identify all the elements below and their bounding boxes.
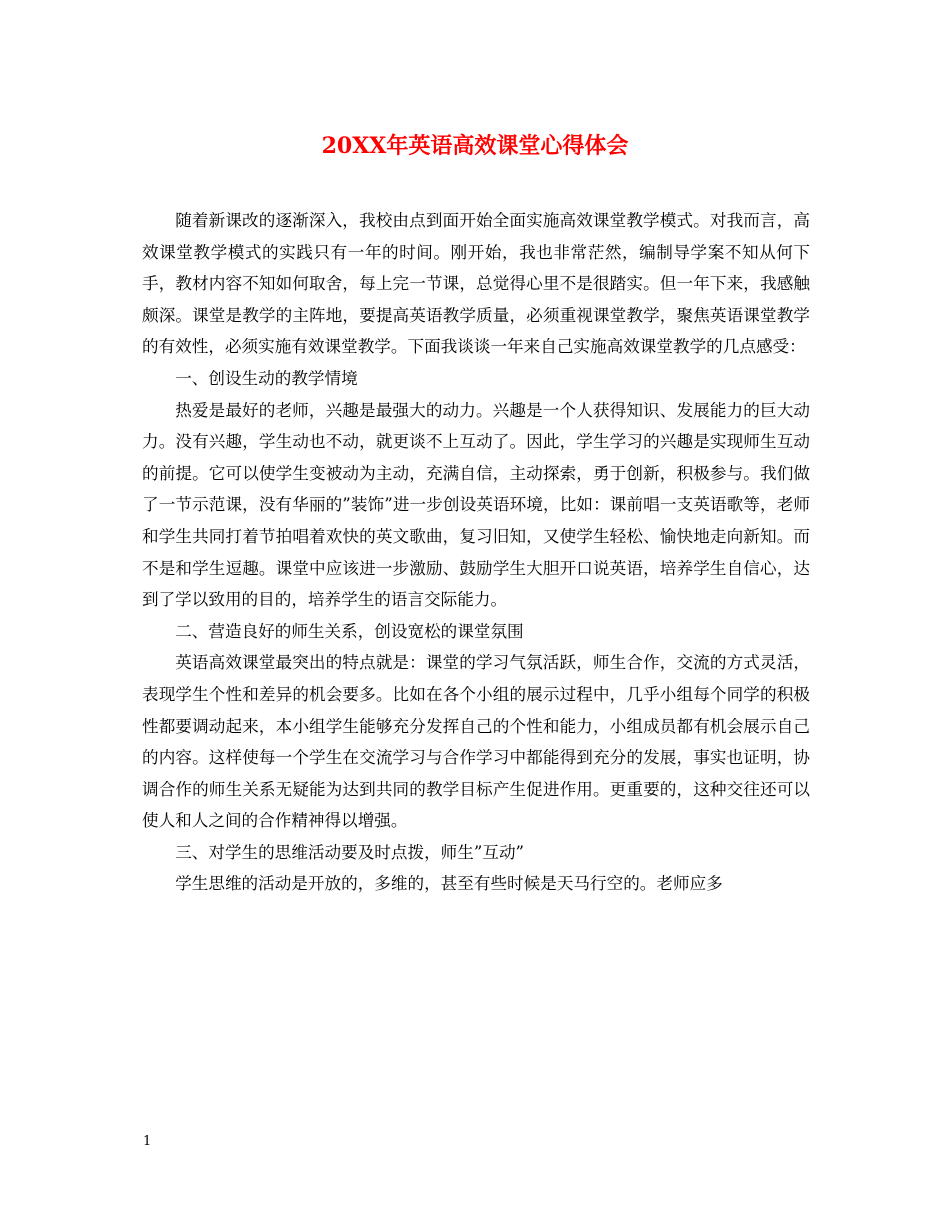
paragraph-intro: 随着新课改的逐渐深入，我校由点到面开始全面实施高效课堂教学模式。对我而言，高效课堂教学模式的实践只有一年的时间。刚开始，我也非常茫然，编制导学案不知从何下手，教材内容不知如何取舍，每上完一节课，总觉得心里不是很踏实。但一年下来，我感触颇深。课堂是教学的主阵地，要提高英语教学质量，必须重视课堂教学，聚焦英语课堂教学的有效性，必须实施有效课堂教学。下面我谈谈一年来自己实施高效课堂教学的几点感受： [142,211,810,357]
paragraph-section-2: 英语高效课堂最突出的特点就是：课堂的学习气氛活跃，师生合作，交流的方式灵活，表现学生个性和差异的机会要多。比如在各个小组的展示过程中，几乎小组每个同学的积极性都要调动起来，本小组学生能够充分发挥自己的个性和能力，小组成员都有机会展示自己的内容。这样使每一个学生在交流学习与合作学习中都能得到充分的发展，事实也证明，协调合作的师生关系无疑能为达到共同的教学目标产生促进作用。更重要的，这种交往还可以使人和人之间的合作精神得以增强。 [142,653,810,831]
document-body [142,205,810,900]
page-number: 1 [143,1134,152,1149]
section-heading-3: 三、对学生的思维活动要及时点拨，师生”互动” [175,842,525,862]
section-heading-2: 二、营造良好的师生关系，创设宽松的课堂氛围 [175,621,524,641]
paragraph-section-3: 学生思维的活动是开放的，多维的，甚至有些时候是天马行空的。老师应多 [175,874,723,894]
paragraph-section-1: 热爱是最好的老师，兴趣是最强大的动力。兴趣是一个人获得知识、发展能力的巨大动力。没有兴趣，学生动也不动，就更谈不上互动了。因此，学生学习的兴趣是实现师生互动的前提。它可以使学生变被动为主动，充满自信，主动探索，勇于创新，积极参与。我们做了一节示范课，没有华丽的”装饰”进一步创设英语环境，比如：课前唱一支英语歌等，老师和学生共同打着节拍唱着欢快的英文歌曲，复习旧知，又使学生轻松、愉快地走向新知。而不是和学生逗趣。课堂中应该进一步激励、鼓励学生大胆开口说英语，培养学生自信心，达到了学以致用的目的，培养学生的语言交际能力。 [142,400,810,610]
document-title: 20XX年英语高效课堂心得体会 [321,133,629,159]
section-heading-1: 一、创设生动的教学情境 [175,368,358,388]
